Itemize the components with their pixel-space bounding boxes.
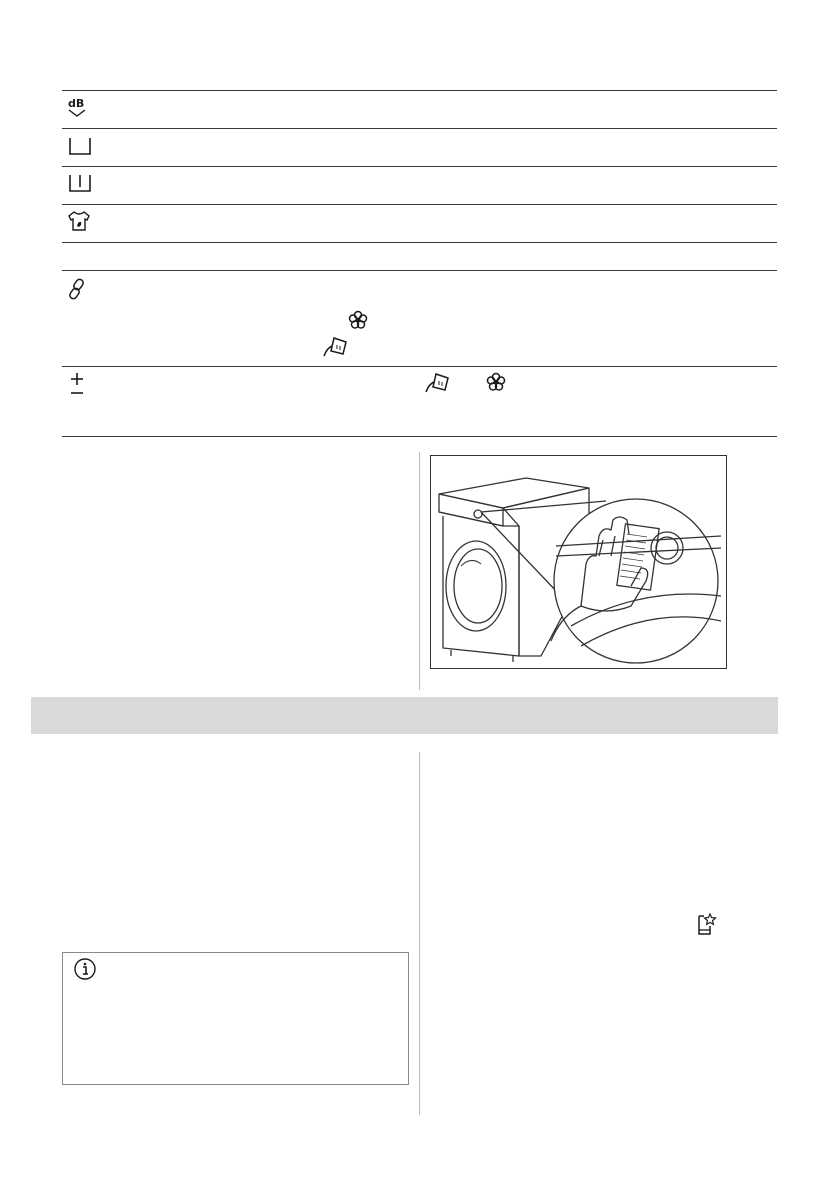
flower-icon <box>348 310 368 330</box>
table-rule <box>62 436 777 437</box>
phone-star-icon <box>695 912 717 936</box>
link-icon <box>66 277 88 301</box>
info-box <box>62 952 409 1085</box>
svg-text:dB: dB <box>68 97 85 110</box>
decibel-down-icon <box>67 96 89 120</box>
tablet-drop-icon <box>424 370 452 394</box>
tablet-drop-icon <box>322 334 350 358</box>
table-rule <box>62 128 777 129</box>
shirt-stain-icon <box>67 210 91 232</box>
flower-icon <box>486 372 506 392</box>
plus-minus-icon <box>68 372 86 396</box>
tub-rinse-hold-icon <box>68 173 92 193</box>
tub-empty-icon <box>68 136 92 156</box>
info-icon <box>73 957 97 981</box>
column-divider <box>419 452 420 690</box>
table-rule <box>62 204 777 205</box>
table-rule <box>62 270 777 271</box>
table-rule <box>62 90 777 91</box>
washing-machine-figure <box>430 455 727 669</box>
table-rule <box>62 366 777 367</box>
section-banner <box>31 697 778 734</box>
column-divider <box>419 752 420 1115</box>
table-rule <box>62 242 777 243</box>
table-rule <box>62 166 777 167</box>
